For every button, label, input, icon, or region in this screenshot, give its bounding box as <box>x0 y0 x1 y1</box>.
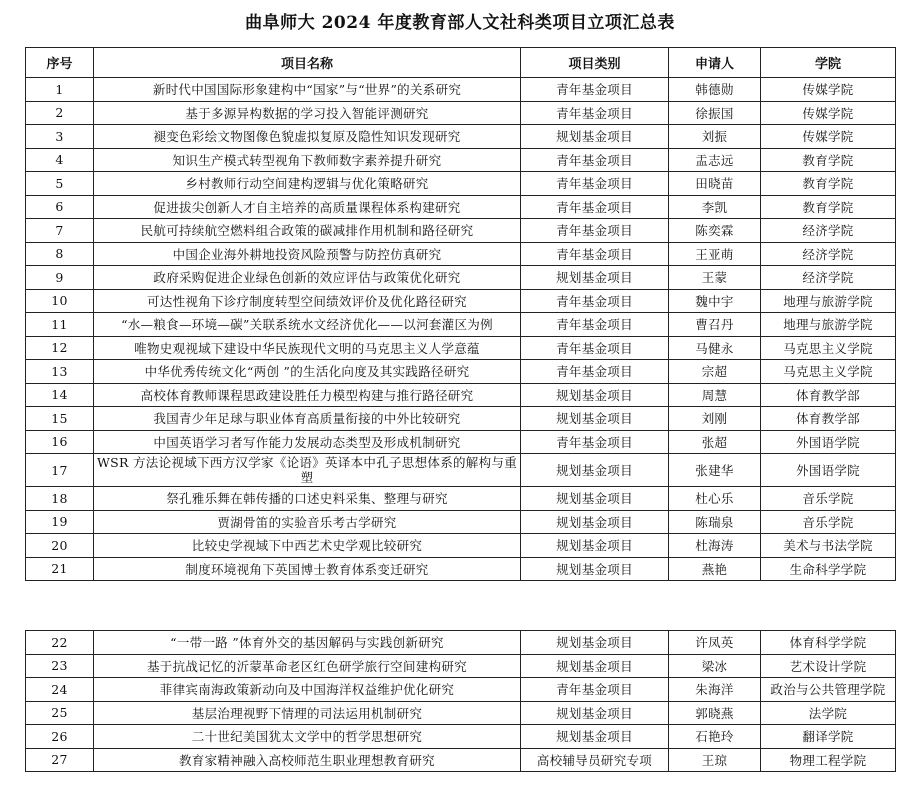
cell-college: 美术与书法学院 <box>761 534 896 558</box>
cell-applicant: 徐振国 <box>669 101 761 125</box>
cell-college: 政治与公共管理学院 <box>761 678 896 702</box>
cell-college: 音乐学院 <box>761 487 896 511</box>
cell-college: 外国语学院 <box>761 454 896 487</box>
cell-category: 规划基金项目 <box>521 454 669 487</box>
cell-index: 20 <box>26 534 94 558</box>
project-table-continued <box>25 630 896 772</box>
cell-applicant: 马健永 <box>669 336 761 360</box>
table-row <box>26 219 896 243</box>
table-row <box>26 510 896 534</box>
cell-project-name: 中国企业海外耕地投资风险预警与防控仿真研究 <box>94 242 521 266</box>
table-row <box>26 701 896 725</box>
cell-college: 体育教学部 <box>761 407 896 431</box>
cell-applicant: 王蒙 <box>669 266 761 290</box>
cell-project-name: 政府采购促进企业绿色创新的效应评估与政策优化研究 <box>94 266 521 290</box>
cell-applicant: 刘刚 <box>669 407 761 431</box>
cell-project-name: WSR 方法论视域下西方汉学家《论语》英译本中孔子思想体系的解构与重塑 <box>94 454 521 487</box>
cell-college: 马克思主义学院 <box>761 336 896 360</box>
cell-category: 规划基金项目 <box>521 383 669 407</box>
cell-project-name: 可达性视角下诊疗制度转型空间绩效评价及优化路径研究 <box>94 289 521 313</box>
table-row <box>26 266 896 290</box>
cell-index: 13 <box>26 360 94 384</box>
cell-project-name: 贾湖骨笛的实验音乐考古学研究 <box>94 510 521 534</box>
table-row <box>26 360 896 384</box>
cell-category: 青年基金项目 <box>521 360 669 384</box>
cell-college: 传媒学院 <box>761 125 896 149</box>
cell-applicant: 梁冰 <box>669 654 761 678</box>
cell-applicant: 王琼 <box>669 748 761 772</box>
table-row <box>26 195 896 219</box>
table-row <box>26 487 896 511</box>
cell-index: 17 <box>26 454 94 487</box>
cell-applicant: 周慧 <box>669 383 761 407</box>
cell-applicant: 朱海洋 <box>669 678 761 702</box>
page-title: 曲阜师大 2024 年度教育部人文社科类项目立项汇总表 <box>245 13 675 33</box>
cell-project-name: 制度环境视角下英国博士教育体系变迁研究 <box>94 557 521 581</box>
cell-category: 规划基金项目 <box>521 125 669 149</box>
cell-project-name: 教育家精神融入高校师范生职业理想教育研究 <box>94 748 521 772</box>
cell-applicant: 许凤英 <box>669 631 761 655</box>
cell-project-name: 我国青少年足球与职业体育高质量衔接的中外比较研究 <box>94 407 521 431</box>
cell-college: 教育学院 <box>761 172 896 196</box>
cell-college: 外国语学院 <box>761 430 896 454</box>
cell-index: 10 <box>26 289 94 313</box>
header-applicant: 申请人 <box>669 48 761 78</box>
cell-college: 法学院 <box>761 701 896 725</box>
cell-college: 生命科学学院 <box>761 557 896 581</box>
cell-project-name: 中国英语学习者写作能力发展动态类型及形成机制研究 <box>94 430 521 454</box>
header-category: 项目类别 <box>521 48 669 78</box>
cell-college: 音乐学院 <box>761 510 896 534</box>
cell-project-name: 知识生产模式转型视角下教师数字素养提升研究 <box>94 148 521 172</box>
cell-category: 规划基金项目 <box>521 266 669 290</box>
cell-project-name: 菲律宾南海政策新动向及中国海洋权益维护优化研究 <box>94 678 521 702</box>
cell-index: 2 <box>26 101 94 125</box>
cell-college: 传媒学院 <box>761 101 896 125</box>
cell-index: 18 <box>26 487 94 511</box>
cell-project-name: 祭孔雅乐舞在韩传播的口述史料采集、整理与研究 <box>94 487 521 511</box>
cell-project-name: 基于多源异构数据的学习投入智能评测研究 <box>94 101 521 125</box>
project-table <box>25 47 896 581</box>
table-row <box>26 289 896 313</box>
cell-category: 青年基金项目 <box>521 289 669 313</box>
cell-category: 青年基金项目 <box>521 242 669 266</box>
cell-category: 青年基金项目 <box>521 430 669 454</box>
cell-index: 25 <box>26 701 94 725</box>
cell-applicant: 李凯 <box>669 195 761 219</box>
table-row <box>26 407 896 431</box>
table-row <box>26 454 896 487</box>
cell-index: 23 <box>26 654 94 678</box>
cell-applicant: 盂志远 <box>669 148 761 172</box>
cell-project-name: “一带一路 ”体育外交的基因解码与实践创新研究 <box>94 631 521 655</box>
table-row <box>26 678 896 702</box>
cell-college: 教育学院 <box>761 148 896 172</box>
cell-applicant: 魏中宇 <box>669 289 761 313</box>
cell-category: 高校辅导员研究专项 <box>521 748 669 772</box>
cell-college: 经济学院 <box>761 219 896 243</box>
cell-index: 21 <box>26 557 94 581</box>
cell-index: 26 <box>26 725 94 749</box>
cell-college: 艺术设计学院 <box>761 654 896 678</box>
cell-applicant: 张超 <box>669 430 761 454</box>
header-row <box>26 48 896 78</box>
table-row <box>26 78 896 102</box>
cell-index: 6 <box>26 195 94 219</box>
cell-applicant: 陈瑞泉 <box>669 510 761 534</box>
cell-category: 规划基金项目 <box>521 701 669 725</box>
cell-category: 规划基金项目 <box>521 557 669 581</box>
table-row <box>26 313 896 337</box>
cell-index: 5 <box>26 172 94 196</box>
cell-index: 15 <box>26 407 94 431</box>
cell-project-name: 新时代中国国际形象建构中“国家”与“世界”的关系研究 <box>94 78 521 102</box>
cell-category: 青年基金项目 <box>521 195 669 219</box>
cell-category: 规划基金项目 <box>521 631 669 655</box>
cell-applicant: 陈奕霖 <box>669 219 761 243</box>
cell-college: 体育科学学院 <box>761 631 896 655</box>
table-row <box>26 148 896 172</box>
cell-project-name: 民航可持续航空燃料组合政策的碳减排作用机制和路径研究 <box>94 219 521 243</box>
cell-college: 地理与旅游学院 <box>761 289 896 313</box>
cell-applicant: 张建华 <box>669 454 761 487</box>
cell-project-name: 促进拔尖创新人才自主培养的高质量课程体系构建研究 <box>94 195 521 219</box>
cell-index: 7 <box>26 219 94 243</box>
cell-index: 22 <box>26 631 94 655</box>
cell-index: 16 <box>26 430 94 454</box>
cell-project-name: 乡村教师行动空间建构逻辑与优化策略研究 <box>94 172 521 196</box>
cell-college: 传媒学院 <box>761 78 896 102</box>
cell-applicant: 石艳玲 <box>669 725 761 749</box>
cell-project-name: 褪变色彩绘文物图像色貌虚拟复原及隐性知识发现研究 <box>94 125 521 149</box>
table-row <box>26 430 896 454</box>
cell-project-name: 基于抗战记忆的沂蒙革命老区红色研学旅行空间建构研究 <box>94 654 521 678</box>
cell-index: 9 <box>26 266 94 290</box>
cell-index: 12 <box>26 336 94 360</box>
cell-index: 24 <box>26 678 94 702</box>
table-row <box>26 631 896 655</box>
cell-category: 规划基金项目 <box>521 725 669 749</box>
cell-project-name: 中华优秀传统文化“两创 ”的生活化向度及其实践路径研究 <box>94 360 521 384</box>
table-row <box>26 748 896 772</box>
table-row <box>26 125 896 149</box>
cell-college: 经济学院 <box>761 242 896 266</box>
cell-category: 青年基金项目 <box>521 148 669 172</box>
cell-college: 地理与旅游学院 <box>761 313 896 337</box>
cell-category: 青年基金项目 <box>521 219 669 243</box>
cell-category: 规划基金项目 <box>521 487 669 511</box>
table-row <box>26 557 896 581</box>
cell-applicant: 杜海涛 <box>669 534 761 558</box>
cell-category: 规划基金项目 <box>521 534 669 558</box>
cell-index: 1 <box>26 78 94 102</box>
cell-category: 青年基金项目 <box>521 101 669 125</box>
cell-project-name: “水—粮食—环境—碳”关联系统水文经济优化——以河套灌区为例 <box>94 313 521 337</box>
cell-project-name: 唯物史观视域下建设中华民族现代文明的马克思主义人学意蕴 <box>94 336 521 360</box>
cell-index: 8 <box>26 242 94 266</box>
cell-index: 19 <box>26 510 94 534</box>
cell-index: 14 <box>26 383 94 407</box>
cell-index: 11 <box>26 313 94 337</box>
cell-applicant: 田晓苗 <box>669 172 761 196</box>
cell-category: 青年基金项目 <box>521 78 669 102</box>
cell-applicant: 韩德勋 <box>669 78 761 102</box>
cell-applicant: 杜心乐 <box>669 487 761 511</box>
cell-category: 规划基金项目 <box>521 654 669 678</box>
table-row <box>26 336 896 360</box>
table-row <box>26 654 896 678</box>
cell-category: 青年基金项目 <box>521 336 669 360</box>
cell-applicant: 燕艳 <box>669 557 761 581</box>
cell-category: 青年基金项目 <box>521 313 669 337</box>
table-row <box>26 101 896 125</box>
header-project-name: 项目名称 <box>94 48 521 78</box>
cell-college: 翻译学院 <box>761 725 896 749</box>
header-index: 序号 <box>26 48 94 78</box>
cell-category: 青年基金项目 <box>521 678 669 702</box>
cell-college: 马克思主义学院 <box>761 360 896 384</box>
cell-category: 规划基金项目 <box>521 407 669 431</box>
cell-college: 经济学院 <box>761 266 896 290</box>
table-row <box>26 383 896 407</box>
cell-applicant: 宗超 <box>669 360 761 384</box>
cell-project-name: 基层治理视野下情理的司法运用机制研究 <box>94 701 521 725</box>
table-row <box>26 242 896 266</box>
cell-applicant: 曹召丹 <box>669 313 761 337</box>
cell-project-name: 二十世纪美国犹太文学中的哲学思想研究 <box>94 725 521 749</box>
cell-college: 物理工程学院 <box>761 748 896 772</box>
cell-index: 3 <box>26 125 94 149</box>
cell-applicant: 刘振 <box>669 125 761 149</box>
cell-index: 27 <box>26 748 94 772</box>
cell-project-name: 比较史学视域下中西艺术史学观比较研究 <box>94 534 521 558</box>
cell-college: 体育教学部 <box>761 383 896 407</box>
cell-applicant: 王亚萌 <box>669 242 761 266</box>
header-college: 学院 <box>761 48 896 78</box>
table-row <box>26 172 896 196</box>
cell-category: 青年基金项目 <box>521 172 669 196</box>
cell-college: 教育学院 <box>761 195 896 219</box>
cell-project-name: 高校体育教师课程思政建设胜任力模型构建与推行路径研究 <box>94 383 521 407</box>
table-row <box>26 725 896 749</box>
cell-index: 4 <box>26 148 94 172</box>
cell-applicant: 郭晓燕 <box>669 701 761 725</box>
table-row <box>26 534 896 558</box>
cell-category: 规划基金项目 <box>521 510 669 534</box>
